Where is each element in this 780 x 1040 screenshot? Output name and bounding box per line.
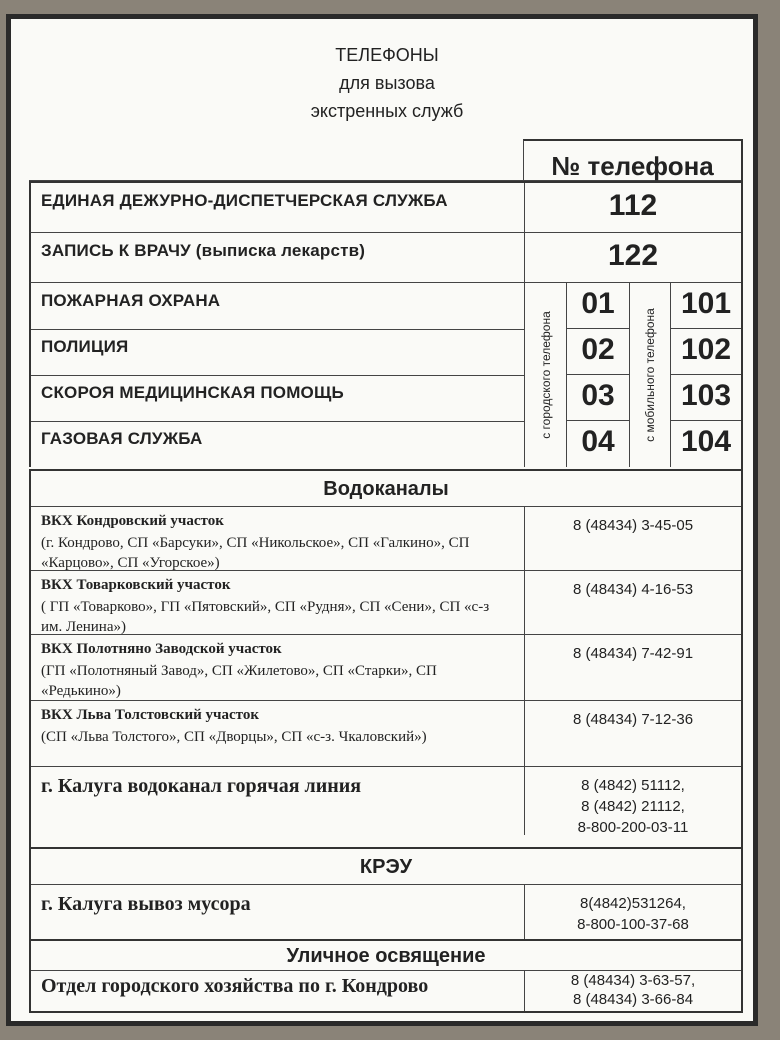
notice-sheet [6, 14, 758, 1026]
water-row [31, 635, 741, 701]
service-name-cell [31, 183, 525, 232]
city-numbers-column [567, 283, 630, 467]
lighting-section-title: Уличное освящение [31, 941, 741, 971]
mobile-number-cell [671, 329, 741, 375]
kreu-name-cell [31, 885, 525, 939]
mobile-phone-label: с мобильного телефона [642, 308, 657, 442]
service-name: ПОЖАРНАЯ ОХРАНА [41, 291, 221, 310]
service-name: ПОЛИЦИЯ [41, 337, 129, 356]
kreu-table [29, 847, 743, 941]
water-phone: 8 (48434) 4-16-53 [572, 581, 694, 598]
kreu-phones [525, 893, 741, 935]
city-number: 03 [581, 379, 615, 412]
kreu-section-title: КРЭУ [31, 849, 741, 885]
lighting-row [31, 971, 741, 1011]
water-phone-cell [525, 635, 741, 700]
mobile-number: 103 [680, 379, 732, 412]
hotline-phone: 8 (4842) 21112, [581, 798, 685, 815]
service-row [31, 421, 524, 467]
service-number-cell [525, 183, 741, 232]
water-desc: (г. Кондрово, СП «Барсуки», СП «Никольское», СП «Галкино», СП «Карцово», СП «Угорское») [41, 535, 470, 571]
water-phone: 8 (48434) 3-45-05 [572, 517, 694, 534]
lighting-phones [525, 971, 741, 1009]
service-row [31, 329, 524, 376]
title-line-1: ТЕЛЕФОНЫ [335, 45, 439, 65]
city-number-cell [567, 421, 629, 467]
water-phone-cell [525, 507, 741, 570]
lighting-phone: 8 (48434) 3-66-84 [572, 991, 694, 1008]
service-row-112 [29, 181, 741, 233]
service-row [31, 375, 524, 422]
service-number: 112 [608, 189, 658, 222]
city-number-cell [567, 329, 629, 375]
lighting-phone: 8 (48434) 3-63-57, [570, 972, 696, 989]
water-row [31, 571, 741, 635]
service-name: ГАЗОВАЯ СЛУЖБА [41, 429, 203, 448]
lighting-name-cell [31, 971, 525, 1011]
city-number: 01 [581, 287, 615, 320]
service-number-cell [525, 233, 741, 282]
hotline-name-cell [31, 767, 525, 835]
mobile-phone-label-cell [629, 283, 671, 467]
table-header-row [29, 139, 741, 181]
kreu-phone: 8-800-100-37-68 [577, 916, 689, 933]
water-name-cell [31, 635, 525, 700]
water-desc: (ГП «Полотняный Завод», СП «Жилетово», СП «Старки», СП «Редькино») [41, 663, 437, 699]
service-names-column [31, 283, 525, 467]
water-hotline-row [31, 767, 741, 835]
water-phone: 8 (48434) 7-12-36 [572, 711, 694, 728]
water-name-cell [31, 507, 525, 570]
kreu-name: г. Калуга вывоз мусора [41, 893, 251, 915]
page-title [11, 41, 763, 125]
water-name-cell [31, 571, 525, 634]
emergency-table [29, 139, 743, 471]
water-title: ВКХ Льва Толстовский участок [41, 707, 259, 723]
short-numbers-block [29, 283, 741, 467]
hotline-phones [525, 775, 741, 838]
water-title: ВКХ Кондровский участок [41, 513, 224, 529]
service-number: 122 [607, 239, 659, 272]
mobile-number: 102 [680, 333, 732, 366]
mobile-number-cell [671, 375, 741, 421]
water-title: ВКХ Товарковский участок [41, 577, 231, 593]
service-row-122 [29, 233, 741, 283]
hotline-phone: 8-800-200-03-11 [577, 819, 689, 836]
service-name: ЕДИНАЯ ДЕЖУРНО-ДИСПЕТЧЕРСКАЯ СЛУЖБА [41, 191, 448, 210]
mobile-number-cell [671, 421, 741, 467]
water-title: ВКХ Полотняно Заводской участок [41, 641, 282, 657]
lighting-phone-cell [525, 971, 741, 1011]
lighting-name: Отдел городского хозяйства по г. Кондрово [41, 975, 429, 997]
service-name: СКОРОЯ МЕДИЦИНСКАЯ ПОМОЩЬ [41, 383, 344, 402]
water-row [31, 507, 741, 571]
lighting-table [29, 939, 743, 1013]
service-name-cell [31, 233, 525, 282]
water-section-title: Водоканалы [31, 471, 741, 507]
city-number-cell [567, 283, 629, 329]
title-line-2: для вызова [339, 73, 435, 93]
water-desc: (СП «Льва Толстого», СП «Дворцы», СП «с-з. Чкаловский») [41, 729, 427, 745]
title-line-3: экстренных служб [310, 101, 464, 121]
city-phone-label-cell [525, 283, 567, 467]
city-phone-label: с городского телефона [538, 311, 553, 439]
phone-column-header [523, 139, 741, 180]
kreu-phone-cell [525, 885, 741, 939]
water-name-cell [31, 701, 525, 766]
mobile-number: 104 [680, 425, 732, 458]
phone-column-header-text: № телефона [551, 151, 714, 181]
mobile-number: 101 [680, 287, 732, 320]
mobile-number-cell [671, 283, 741, 329]
short-numbers-columns [525, 283, 741, 467]
mobile-numbers-column [671, 283, 741, 467]
city-number: 04 [581, 425, 615, 458]
service-name: ЗАПИСЬ К ВРАЧУ (выписка лекарств) [41, 241, 366, 260]
hotline-name: г. Калуга водоканал горячая линия [41, 775, 362, 797]
kreu-phone: 8(4842)531264, [580, 895, 686, 912]
hotline-phone: 8 (4842) 51112, [581, 777, 685, 794]
water-phone-cell [525, 701, 741, 766]
kreu-row [31, 885, 741, 939]
water-phone-cell [525, 571, 741, 634]
city-number: 02 [581, 333, 615, 366]
city-number-cell [567, 375, 629, 421]
water-row [31, 701, 741, 767]
water-desc: ( ГП «Товарково», ГП «Пятовский», СП «Рудня», СП «Сени», СП «с-з им. Ленина») [41, 599, 490, 635]
water-phone: 8 (48434) 7-42-91 [572, 645, 694, 662]
hotline-phone-cell [525, 767, 741, 835]
water-table [29, 469, 743, 849]
service-row [31, 283, 524, 330]
